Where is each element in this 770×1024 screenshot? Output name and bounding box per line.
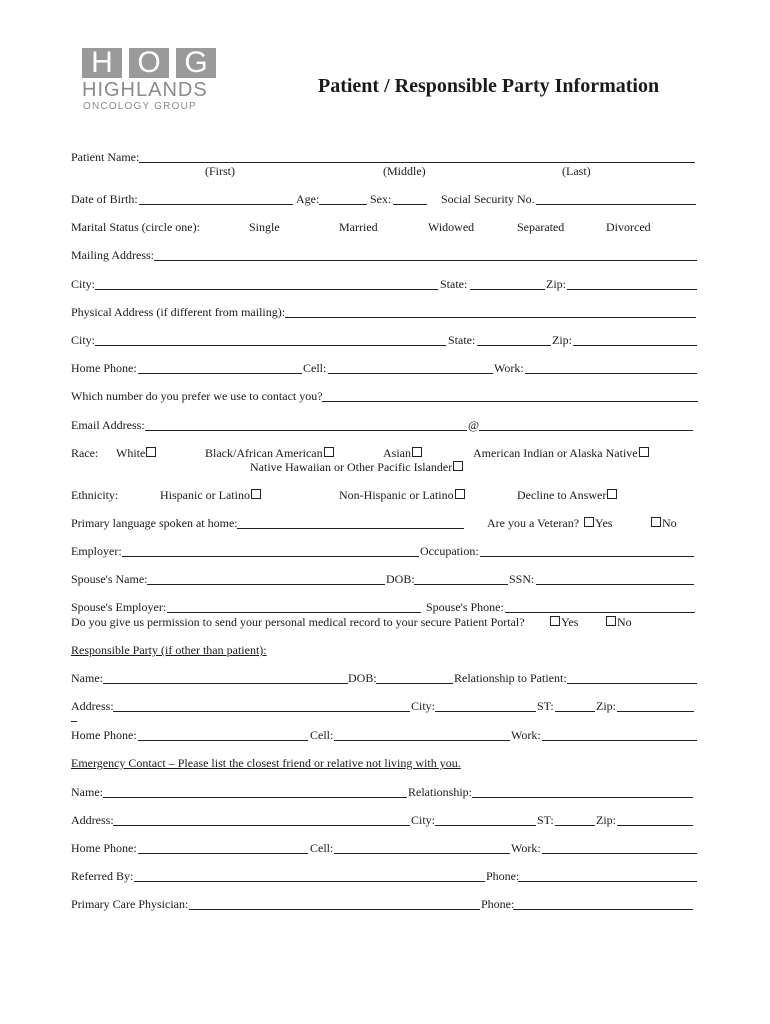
emergency-work-field[interactable] [542, 853, 697, 854]
language-label: Primary language spoken at home: [71, 516, 238, 530]
ethnicity-decline-checkbox[interactable] [607, 489, 617, 499]
emergency-st-label: ST: [537, 813, 554, 827]
emergency-name-label: Name: [71, 785, 103, 799]
responsible-work-label: Work: [511, 728, 541, 742]
email-user-field[interactable] [145, 430, 467, 431]
physical-zip-field[interactable] [573, 345, 697, 346]
physical-zip-label: Zip: [552, 333, 572, 347]
mailing-address-field[interactable] [154, 260, 697, 261]
city-field[interactable] [95, 289, 438, 290]
spouse-phone-field[interactable] [505, 612, 695, 613]
employer-label: Employer: [71, 544, 122, 558]
spouse-ssn-field[interactable] [536, 584, 694, 585]
age-field[interactable] [319, 204, 367, 205]
veteran-no-checkbox[interactable] [651, 517, 661, 527]
responsible-cell-field[interactable] [334, 740, 510, 741]
responsible-home-phone-field[interactable] [138, 740, 308, 741]
emergency-relationship-field[interactable] [472, 797, 693, 798]
race-native-american-checkbox[interactable] [639, 447, 649, 457]
patient-name-field[interactable] [139, 162, 695, 163]
pcp-label: Primary Care Physician: [71, 897, 189, 911]
race-native-american-option[interactable] [473, 446, 649, 460]
race-black-option[interactable] [205, 446, 334, 460]
race-black-checkbox[interactable] [324, 447, 334, 457]
physical-address-label: Physical Address (if different from mailing): [71, 305, 286, 319]
mailing-address-label: Mailing Address: [71, 248, 154, 262]
responsible-address-label: Address: [71, 699, 114, 713]
spouse-name-label: Spouse's Name: [71, 572, 148, 586]
employer-field[interactable] [122, 556, 419, 557]
portal-no-checkbox[interactable] [606, 616, 616, 626]
spouse-name-field[interactable] [147, 584, 385, 585]
occupation-field[interactable] [480, 556, 694, 557]
page-title: Patient / Responsible Party Information [318, 75, 660, 97]
ethnicity-decline-option[interactable] [517, 488, 617, 502]
zip-field[interactable] [567, 289, 697, 290]
responsible-dob-label: DOB: [348, 671, 377, 685]
emergency-cell-field[interactable] [334, 853, 510, 854]
responsible-address-field[interactable] [113, 711, 410, 712]
state-field[interactable] [470, 289, 545, 290]
logo-oncology-group: ONCOLOGY GROUP [83, 101, 197, 112]
spouse-ssn-label: SSN: [509, 572, 535, 586]
sex-field[interactable] [393, 204, 427, 205]
pcp-phone-field[interactable] [513, 909, 693, 910]
responsible-name-field[interactable] [103, 683, 348, 684]
race-label: Race: [71, 446, 99, 460]
ethnicity-label: Ethnicity: [71, 488, 119, 502]
race-pacific-checkbox[interactable] [453, 461, 463, 471]
preferred-number-label: Which number do you prefer we use to contact you? [71, 389, 323, 403]
ethnicity-non-hispanic-text: Non-Hispanic or Latino [339, 488, 454, 502]
city-label: City: [71, 277, 96, 291]
email-domain-field[interactable] [479, 430, 693, 431]
ssn-field[interactable] [536, 204, 696, 205]
logo-letter-o: O [137, 46, 161, 79]
responsible-st-label: ST: [537, 699, 554, 713]
marital-option-single[interactable]: Single [249, 220, 280, 234]
ethnicity-hispanic-text: Hispanic or Latino [160, 488, 250, 502]
marital-status-label: Marital Status (circle one): [71, 220, 200, 234]
portal-yes-option[interactable] [550, 615, 578, 629]
responsible-dob-field[interactable] [376, 683, 453, 684]
sex-label: Sex: [370, 192, 392, 206]
middle-name-caption: (Middle) [383, 164, 426, 178]
work-label: Work: [494, 361, 524, 375]
language-field[interactable] [237, 528, 464, 529]
race-black-text: Black/African American [205, 446, 323, 460]
responsible-relationship-label: Relationship to Patient: [454, 671, 567, 685]
spouse-employer-label: Spouse's Employer: [71, 600, 167, 614]
ssn-label: Social Security No. [441, 192, 535, 206]
emergency-home-phone-label: Home Phone: [71, 841, 137, 855]
veteran-no-option[interactable] [651, 516, 677, 530]
marital-option-widowed[interactable]: Widowed [428, 220, 475, 234]
physical-city-label: City: [71, 333, 96, 347]
email-at-sign: @ [468, 418, 480, 432]
race-asian-text: Asian [383, 446, 411, 460]
referred-by-field[interactable] [134, 881, 485, 882]
physical-city-field[interactable] [95, 345, 446, 346]
race-pacific-text: Native Hawaiian or Other Pacific Islander [250, 460, 453, 474]
emergency-work-label: Work: [511, 841, 541, 855]
cell-label: Cell: [303, 361, 327, 375]
work-field[interactable] [525, 373, 697, 374]
spouse-phone-label: Spouse's Phone: [426, 600, 504, 614]
referred-phone-field[interactable] [518, 881, 697, 882]
race-pacific-option[interactable] [250, 460, 463, 474]
race-white-checkbox[interactable] [146, 447, 156, 457]
veteran-no-text: No [662, 516, 677, 530]
pcp-field[interactable] [189, 909, 480, 910]
marital-option-married[interactable]: Married [339, 220, 378, 234]
first-name-caption: (First) [205, 164, 235, 178]
marital-option-divorced[interactable]: Divorced [606, 220, 651, 234]
portal-question: Do you give us permission to send your personal medical record to your secure Patient Portal? [71, 615, 525, 629]
emergency-contact-heading: Emergency Contact – Please list the closest friend or relative not living with you. [71, 756, 461, 770]
emergency-name-field[interactable] [103, 797, 407, 798]
home-phone-field[interactable] [138, 373, 302, 374]
portal-yes-checkbox[interactable] [550, 616, 560, 626]
ethnicity-hispanic-option[interactable] [160, 488, 261, 502]
emergency-relationship-label: Relationship: [408, 785, 472, 799]
marital-option-separated[interactable]: Separated [517, 220, 565, 234]
ethnicity-non-hispanic-option[interactable] [339, 488, 465, 502]
race-asian-option[interactable] [383, 446, 422, 460]
responsible-party-heading: Responsible Party (if other than patient): [71, 643, 267, 657]
hog-logo [82, 48, 217, 112]
ethnicity-decline-text: Decline to Answer [517, 488, 607, 502]
responsible-city-field[interactable] [435, 711, 536, 712]
portal-yes-text: Yes [561, 615, 579, 629]
home-phone-label: Home Phone: [71, 361, 137, 375]
emergency-address-label: Address: [71, 813, 114, 827]
physical-address-field[interactable] [285, 317, 696, 318]
emergency-city-label: City: [411, 813, 436, 827]
patient-name-label: Patient Name: [71, 150, 140, 164]
referred-by-label: Referred By: [71, 869, 134, 883]
physical-state-field[interactable] [477, 345, 551, 346]
emergency-zip-label: Zip: [596, 813, 616, 827]
race-white-option[interactable] [116, 446, 156, 460]
responsible-city-label: City: [411, 699, 436, 713]
veteran-yes-checkbox[interactable] [584, 517, 594, 527]
dob-label: Date of Birth: [71, 192, 138, 206]
emergency-st-field[interactable] [555, 825, 595, 826]
responsible-relationship-field[interactable] [567, 683, 697, 684]
logo-letter-g: G [184, 46, 208, 79]
spouse-dob-field[interactable] [414, 584, 508, 585]
state-label: State: [440, 277, 468, 291]
emergency-home-phone-field[interactable] [138, 853, 308, 854]
ethnicity-non-hispanic-checkbox[interactable] [455, 489, 465, 499]
spouse-employer-field[interactable] [167, 612, 421, 613]
last-name-caption: (Last) [562, 164, 591, 178]
responsible-zip-label: Zip: [596, 699, 616, 713]
emergency-address-field[interactable] [113, 825, 410, 826]
occupation-label: Occupation: [420, 544, 479, 558]
responsible-cell-label: Cell: [310, 728, 334, 742]
responsible-name-label: Name: [71, 671, 103, 685]
portal-no-text: No [617, 615, 632, 629]
veteran-yes-option[interactable] [584, 516, 612, 530]
zip-label: Zip: [546, 277, 566, 291]
responsible-st-field[interactable] [555, 711, 595, 712]
logo-highlands: HIGHLANDS [82, 79, 208, 101]
emergency-zip-field[interactable] [617, 825, 693, 826]
preferred-number-field[interactable] [322, 401, 698, 402]
email-label: Email Address: [71, 418, 145, 432]
veteran-label: Are you a Veteran? [487, 516, 580, 530]
veteran-yes-text: Yes [595, 516, 613, 530]
emergency-cell-label: Cell: [310, 841, 334, 855]
spouse-dob-label: DOB: [386, 572, 415, 586]
cell-field[interactable] [328, 373, 493, 374]
referred-phone-label: Phone: [486, 869, 520, 883]
logo-letter-h: H [91, 46, 113, 79]
stray-underline-mark [71, 721, 77, 722]
race-native-american-text: American Indian or Alaska Native [473, 446, 638, 460]
responsible-zip-field[interactable] [617, 711, 694, 712]
portal-no-option[interactable] [606, 615, 632, 629]
emergency-city-field[interactable] [435, 825, 536, 826]
dob-field[interactable] [139, 204, 293, 205]
ethnicity-hispanic-checkbox[interactable] [251, 489, 261, 499]
physical-state-label: State: [448, 333, 476, 347]
responsible-work-field[interactable] [542, 740, 697, 741]
race-asian-checkbox[interactable] [412, 447, 422, 457]
race-white-text: White [116, 446, 146, 460]
pcp-phone-label: Phone: [481, 897, 515, 911]
age-label: Age: [296, 192, 320, 206]
responsible-home-phone-label: Home Phone: [71, 728, 137, 742]
